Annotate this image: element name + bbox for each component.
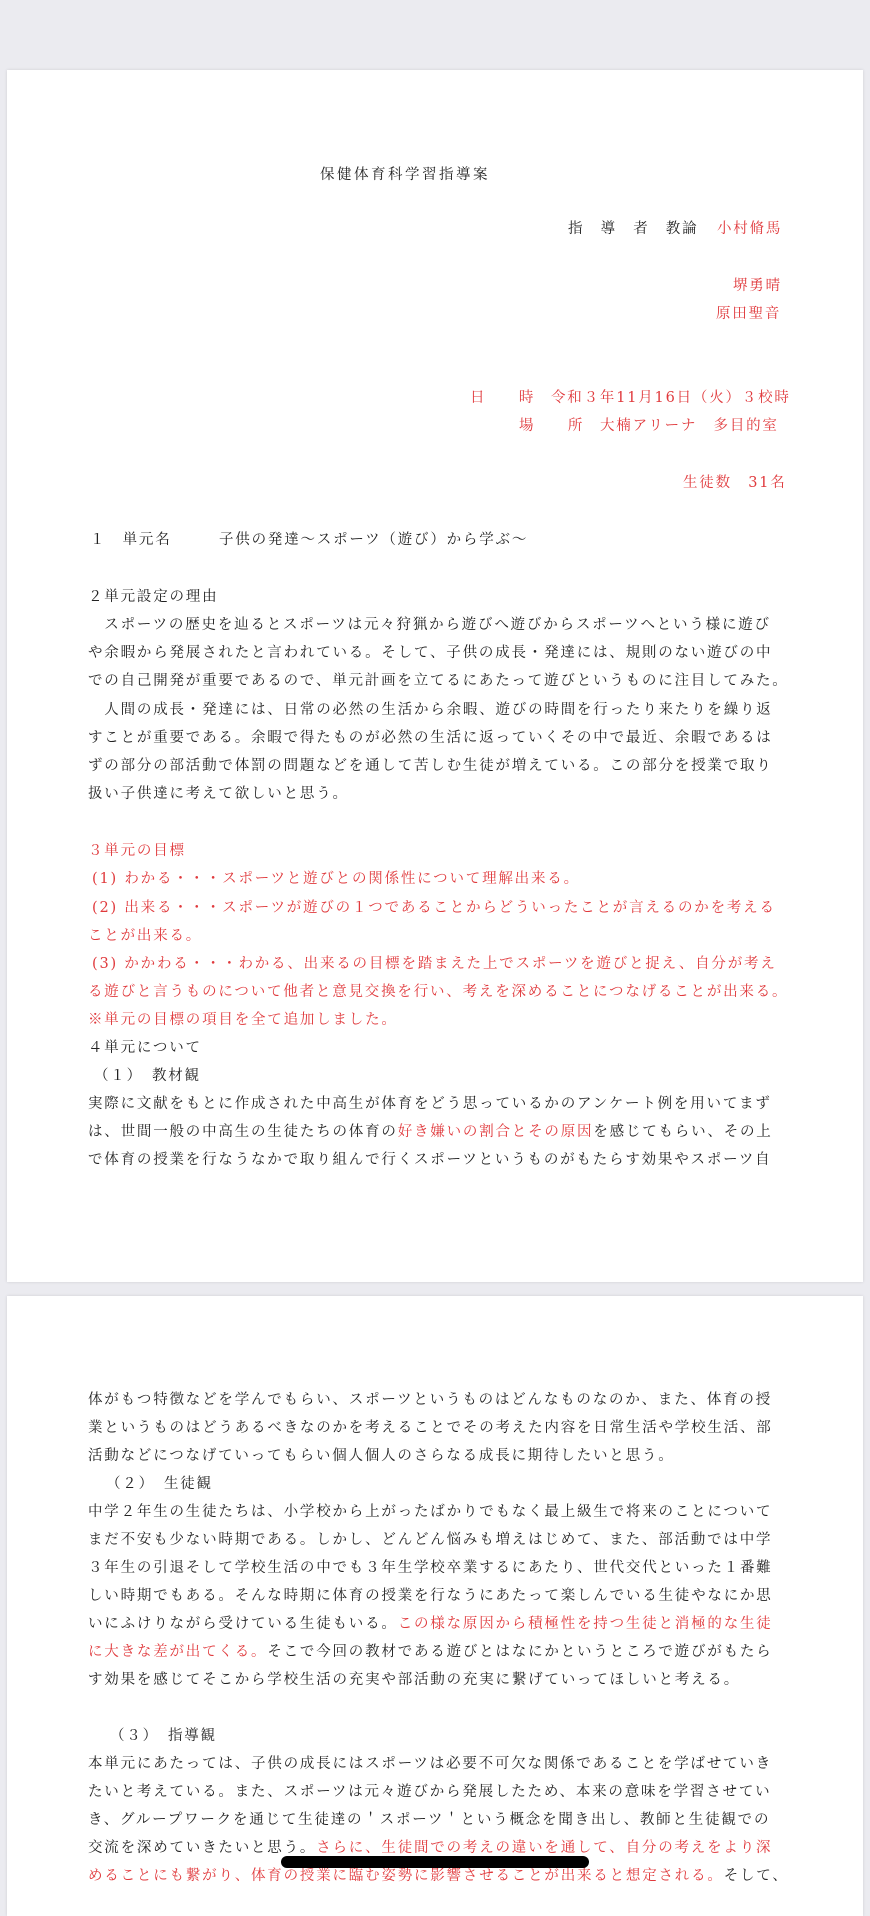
goal-line: る遊びと言うものについて他者と意見交換を行い、考えを深めることにつなげることが出来る。: [88, 984, 789, 1000]
date-value: 令和３年11月16日（火）３校時: [551, 390, 791, 406]
paragraph-line: スポーツの歴史を辿るとスポーツは元々狩猟から遊びへ遊びからスポーツへという様に遊び: [88, 617, 771, 633]
unit-name-label: １ 単元名: [90, 532, 172, 548]
document-page-2: [7, 1296, 863, 1916]
goal-line: (1) わかる・・・スポーツと遊びとの関係性について理解出来る。: [92, 871, 580, 887]
subsection-2-heading: （２） 生徒観: [106, 1476, 213, 1492]
instructor-label: 指 導 者 教論: [568, 221, 699, 237]
paragraph-line: 活動などにつなげていってもらい個人個人のさらなる成長に期待したいと思う。: [88, 1448, 675, 1464]
section-4-heading: ４単元について: [88, 1040, 202, 1056]
unit-name-value: 子供の発達〜スポーツ（遊び）から学ぶ〜: [219, 532, 529, 548]
subsection-3-heading: （３） 指導観: [110, 1728, 217, 1744]
section-3-heading: ３単元の目標: [88, 843, 186, 859]
paragraph-line: き、グループワークを通じて生徒達の＇スポーツ＇という概念を聞き出し、教師と生徒観での: [88, 1812, 771, 1828]
highlighted-text: 好き嫌いの割合とその原因: [397, 1124, 594, 1140]
text-run: そこで今回の教材である遊びとはなにかというところで遊びがもたら: [267, 1644, 773, 1660]
goal-line: ことが出来る。: [88, 928, 203, 944]
document-title: 保健体育科学習指導案: [320, 167, 490, 183]
highlighted-text: めることにも繋がり、体育の授業に臨む姿勢に影響させることが出来ると想定される。: [88, 1868, 724, 1884]
paragraph-line: 扱い子供達に考えて欲しいと思う。: [88, 786, 349, 802]
date-label: 日 時: [470, 390, 536, 406]
subsection-1-heading: （１） 教材観: [94, 1068, 201, 1084]
paragraph-line: しい時期でもある。そんな時期に体育の授業を行なうにあたって楽しんでいる生徒やなにか思: [88, 1588, 773, 1604]
highlighted-text: この様な原因から積極性を持つ生徒と消極的な生徒: [397, 1616, 773, 1632]
paragraph-line: すことが重要である。余暇で得たものが必然の生活に返っていくその中で最近、余暇であるは: [88, 730, 773, 746]
co-author-1: 堺勇晴: [733, 278, 782, 294]
paragraph-line: での自己開発が重要であるので、単元計画を立てるにあたって遊びというものに注目してみた。: [88, 673, 789, 689]
co-author-2: 原田聖音: [716, 306, 782, 322]
paragraph-line: 人間の成長・発達には、日常の必然の生活から余暇、遊びの時間を行ったり来たりを繰り返: [88, 702, 773, 718]
paragraph-line: [88, 1866, 789, 1886]
paragraph-line: たいと考えている。また、スポーツは元々遊びから発展したため、本来の意味を学習させてい: [88, 1784, 772, 1800]
paragraph-line: 業というものはどうあるべきなのかを考えることでその考えた内容を日常生活や学校生活、部: [88, 1420, 773, 1436]
paragraph-line: で体育の授業を行なうなかで取り組んで行くスポーツというものがもたらす効果やスポーツ自: [88, 1152, 772, 1168]
highlighted-text: さらに、生徒間での考えの違いを通して、自分の考えをより深: [316, 1840, 773, 1856]
text-run: は、世間一般の中高生の生徒たちの体育の: [88, 1124, 398, 1140]
instructor-name: 小村脩馬: [717, 221, 783, 237]
text-run: いにふけりながら受けている生徒もいる。: [88, 1616, 398, 1632]
paragraph-line: 実際に文献をもとに作成された中高生が体育をどう思っているかのアンケート例を用いてまず: [88, 1096, 772, 1112]
text-run: そして、: [723, 1868, 789, 1884]
home-indicator[interactable]: [281, 1856, 589, 1868]
place-label: 場 所: [519, 418, 585, 434]
section-2-heading: ２単元設定の理由: [88, 589, 219, 605]
paragraph-line: [88, 1642, 772, 1662]
paragraph-line: 中学２年生の生徒たちは、小学校から上がったばかりでもなく最上級生で将来のことについて: [88, 1504, 773, 1520]
paragraph-line: [88, 1122, 773, 1142]
place-value: 大楠アリーナ 多目的室: [600, 418, 779, 434]
paragraph-line: す効果を感じてそこから学校生活の充実や部活動の充実に繋げていってほしいと考える。: [88, 1672, 740, 1688]
paragraph-line: [88, 1614, 773, 1634]
paragraph-line: ３年生の引退そして学校生活の中でも３年生学校卒業するにあたり、世代交代といった１番難: [88, 1560, 773, 1576]
goal-note: ※単元の目標の項目を全て追加しました。: [88, 1012, 398, 1028]
document-page-1: [7, 70, 863, 1282]
paragraph-line: まだ不安も少ない時期である。しかし、どんどん悩みも増えはじめて、また、部活動では中学: [88, 1532, 773, 1548]
student-count: 生徒数 31名: [683, 475, 787, 491]
text-run: を感じてもらい、その上: [593, 1124, 773, 1140]
paragraph-line: 体がもつ特徴などを学んでもらい、スポーツというものはどんなものなのか、また、体育の授: [88, 1392, 773, 1408]
paragraph-line: ずの部分の部活動で体罰の問題などを通して苦しむ生徒が増えている。この部分を授業で取り: [88, 758, 773, 774]
text-run: 交流を深めていきたいと思う。: [88, 1840, 317, 1856]
goal-line: (2) 出来る・・・スポーツが遊びの１つであることからどういったことが言えるのかを考える: [92, 900, 776, 916]
paragraph-line: や余暇から発展されたと言われている。そして、子供の成長・発達には、規則のない遊びの中: [88, 645, 773, 661]
paragraph-line: 本単元にあたっては、子供の成長にはスポーツは必要不可欠な関係であることを学ばせていき: [88, 1756, 773, 1772]
goal-line: (3) かかわる・・・わかる、出来るの目標を踏まえた上でスポーツを遊びと捉え、自分が考え: [92, 956, 777, 972]
paragraph-line: [88, 1838, 772, 1858]
highlighted-text: に大きな差が出てくる。: [88, 1644, 268, 1660]
